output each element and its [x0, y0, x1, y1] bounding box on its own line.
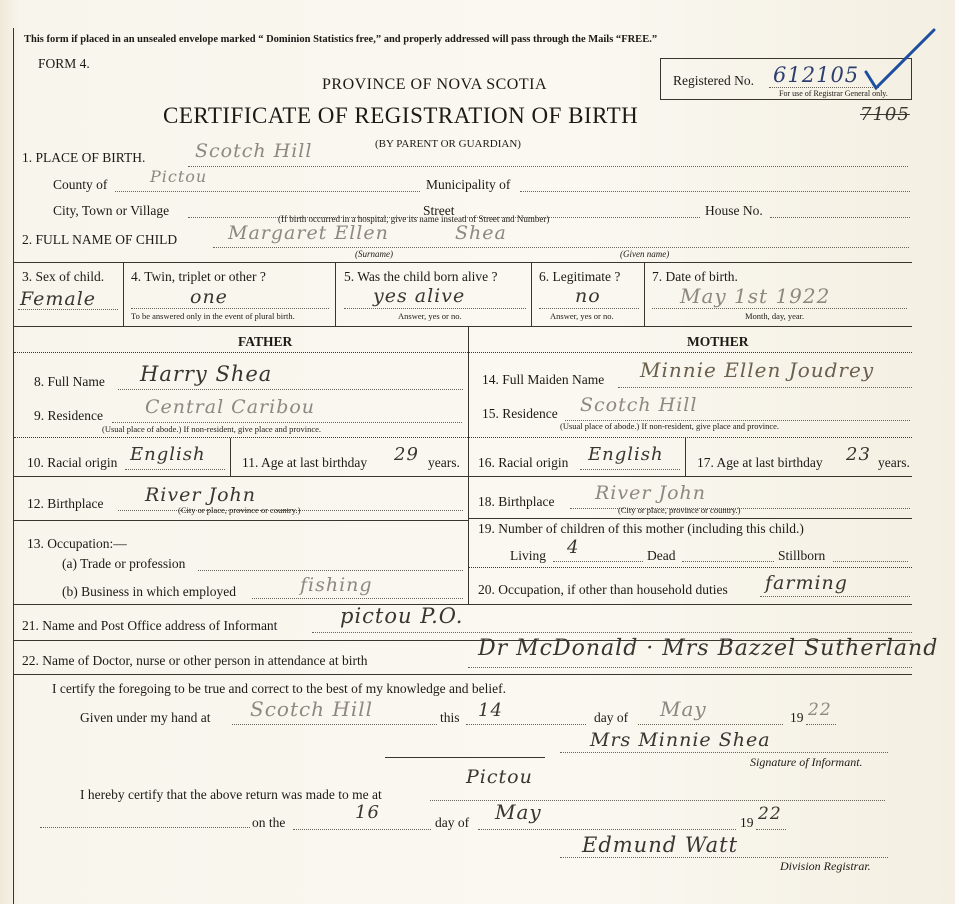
registrar-year-value: 22	[758, 804, 782, 824]
certificate-title: CERTIFICATE OF REGISTRATION OF BIRTH	[163, 103, 639, 128]
legitimate-note: Answer, yes or no.	[550, 311, 614, 321]
date-of-birth-label: 7. Date of birth.	[652, 269, 738, 284]
informant-signature: Mrs Minnie Shea	[590, 729, 771, 751]
registrar-month-value: May	[495, 800, 542, 824]
child-given-name: Margaret Ellen	[228, 222, 389, 244]
father-years-label: years.	[428, 455, 460, 470]
certify-month-value: May	[660, 697, 707, 721]
mother-dead-label: Dead	[647, 548, 676, 563]
registrar-day-of-label: day of	[435, 815, 470, 830]
registrar-day-value: 16	[355, 802, 380, 823]
registrar-statement: I hereby certify that the above return was made to me at	[80, 787, 382, 802]
mother-occupation-value: farming	[765, 572, 848, 594]
place-of-birth-value: Scotch Hill	[195, 140, 313, 162]
place-of-birth-label: 1. PLACE OF BIRTH.	[22, 150, 146, 165]
father-business-label: (b) Business in which employed	[62, 584, 236, 599]
father-age-label: 11. Age at last birthday	[242, 455, 368, 470]
certify-statement: I certify the foregoing to be true and correct to the best of my knowledge and belief.	[52, 681, 506, 696]
father-name-value: Harry Shea	[140, 362, 273, 386]
mail-notice	[24, 34, 657, 45]
doctor-value: Dr McDonald · Mrs Bazzel Sutherland	[478, 636, 939, 661]
mother-heading: MOTHER	[687, 334, 749, 349]
mother-birthplace-note: (City or place, province or country.)	[618, 505, 741, 515]
registrar-on-the-label: on the	[252, 815, 286, 830]
mother-birthplace-label: 18. Birthplace	[478, 494, 555, 509]
municipality-label: Municipality of	[426, 177, 511, 192]
mother-occupation-label: 20. Occupation, if other than household duties	[478, 582, 728, 597]
checkmark-icon	[860, 24, 940, 96]
registrar-place-value: Pictou	[466, 766, 533, 788]
father-birthplace-note: (City or place, province or country.)	[178, 505, 301, 515]
child-surname: Shea	[455, 222, 507, 244]
mother-racial-value: English	[588, 444, 664, 465]
mother-living-value: 4	[567, 537, 580, 558]
mother-age-label: 17. Age at last birthday	[697, 455, 823, 470]
given-caption: (Given name)	[620, 249, 670, 259]
father-name-label: 8. Full Name	[34, 374, 105, 389]
mother-age-value: 23	[846, 444, 871, 465]
registered-label: Registered No.	[673, 73, 754, 88]
mother-name-label: 14. Full Maiden Name	[482, 372, 605, 387]
given-place-value: Scotch Hill	[250, 697, 374, 721]
mother-residence-note	[560, 421, 779, 431]
legitimate-label: 6. Legitimate ?	[539, 269, 621, 284]
mother-stillborn-label: Stillborn	[778, 548, 826, 563]
child-name-label: 2. FULL NAME OF CHILD	[22, 232, 178, 247]
informant-signature-caption: Signature of Informant.	[750, 755, 863, 769]
mail-notice-free: FREE.	[621, 34, 652, 45]
mother-residence-value: Scotch Hill	[580, 394, 698, 416]
given-under-hand-label: Given under my hand at	[80, 710, 211, 725]
date-of-birth-note: Month, day, year.	[745, 311, 805, 321]
father-birthplace-value: River John	[145, 484, 257, 506]
mother-residence-note-right: If non-resident, give place and province.	[641, 421, 780, 431]
doctor-label: 22. Name of Doctor, nurse or other person in attendance at birth	[22, 653, 368, 668]
legitimate-value: no	[575, 285, 601, 307]
informant-value: pictou P.O.	[340, 604, 464, 628]
father-trade-label: (a) Trade or profession	[62, 556, 186, 571]
twin-note: To be answered only in the event of plural birth.	[131, 311, 295, 321]
certify-year-prefix: 19	[790, 710, 804, 725]
margin-number: 7105	[860, 104, 910, 125]
certify-year-value: 22	[808, 700, 832, 720]
father-business-value: fishing	[300, 574, 373, 596]
father-residence-note-left: (Usual place of abode.)	[102, 424, 182, 434]
mother-years-label: years.	[878, 455, 910, 470]
house-label: House No.	[705, 203, 763, 218]
alive-note: Answer, yes or no.	[398, 311, 462, 321]
registered-number: 612105	[773, 63, 860, 87]
mother-residence-label: 15. Residence	[482, 406, 558, 421]
father-residence-value: Central Caribou	[145, 396, 316, 418]
form-number: FORM 4.	[38, 56, 90, 71]
street-label: Street	[423, 203, 455, 218]
alive-value: yes alive	[373, 285, 466, 307]
registrar-year-prefix: 19	[740, 815, 754, 830]
father-residence-note	[102, 424, 321, 434]
certify-day-value: 14	[478, 700, 503, 721]
mother-residence-note-left: (Usual place of abode.)	[560, 421, 640, 431]
city-label: City, Town or Village	[53, 203, 170, 218]
mail-notice-suffix: ”	[651, 34, 658, 45]
twin-value: one	[190, 286, 228, 308]
mail-notice-text: This form if placed in an unsealed envelope marked “ Dominion Statistics free,” and properly addressed will pass through the Mails “	[24, 34, 622, 45]
informant-label: 21. Name and Post Office address of Informant	[22, 618, 278, 633]
surname-caption: (Surname)	[355, 249, 393, 259]
father-age-value: 29	[394, 444, 419, 465]
certify-day-of-label: day of	[594, 710, 629, 725]
mother-children-label: 19. Number of children of this mother (including this child.)	[478, 521, 804, 536]
hospital-note: (If birth occurred in a hospital, give its name instead of Street and Number)	[278, 214, 550, 224]
sex-label: 3. Sex of child.	[22, 269, 105, 284]
mother-birthplace-value: River John	[595, 482, 707, 504]
county-label: County of	[53, 177, 108, 192]
sex-value: Female	[20, 288, 97, 310]
alive-label: 5. Was the child born alive ?	[344, 269, 498, 284]
mother-racial-label: 16. Racial origin	[478, 455, 569, 470]
father-residence-label: 9. Residence	[34, 408, 103, 423]
certificate-subtitle: (BY PARENT OR GUARDIAN)	[375, 138, 521, 150]
registrar-signature: Edmund Watt	[582, 833, 739, 857]
date-of-birth-value: May 1st 1922	[680, 284, 831, 308]
certify-this-label: this	[440, 710, 460, 725]
mother-name-value: Minnie Ellen Joudrey	[640, 358, 875, 382]
father-birthplace-label: 12. Birthplace	[27, 496, 104, 511]
father-racial-label: 10. Racial origin	[27, 455, 118, 470]
registrar-use-note: For use of Registrar General only.	[779, 89, 888, 98]
twin-label: 4. Twin, triplet or other ?	[131, 269, 266, 284]
father-racial-value: English	[130, 444, 206, 465]
father-residence-note-right: If non-resident, give place and province.	[183, 424, 322, 434]
left-border	[13, 28, 14, 904]
registrar-signature-caption: Division Registrar.	[780, 859, 871, 873]
mother-living-label: Living	[510, 548, 546, 563]
province-heading: PROVINCE OF NOVA SCOTIA	[322, 76, 548, 93]
county-value: Pictou	[150, 167, 208, 186]
father-heading: FATHER	[238, 334, 293, 349]
father-occupation-label: 13. Occupation:—	[27, 536, 127, 551]
